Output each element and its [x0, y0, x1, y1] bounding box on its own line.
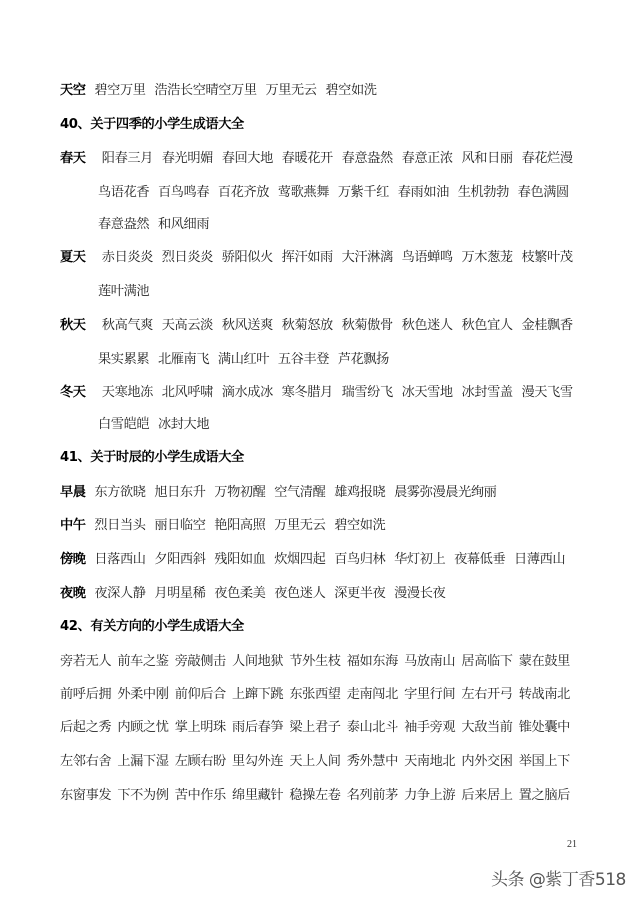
page-number: 21	[567, 839, 577, 850]
idiom: 左邻右舍	[60, 754, 112, 769]
idiom: 前呼后拥	[60, 687, 112, 702]
idiom: 残阳如血	[214, 552, 266, 567]
idiom: 空气清醒	[274, 485, 326, 500]
idiom: 北风呼啸	[161, 385, 213, 400]
dusk-row	[60, 550, 570, 570]
idiom: 夜色柔美	[214, 586, 266, 601]
idiom: 梁上君子	[289, 720, 341, 735]
idiom: 芦花飘扬	[337, 352, 389, 367]
idiom: 丽日临空	[154, 518, 206, 533]
idiom: 袖手旁观	[404, 720, 456, 735]
spring-row	[60, 149, 578, 169]
idiom: 日薄西山	[514, 552, 566, 567]
idiom: 浩浩长空晴空万里	[154, 83, 257, 98]
idiom: 风和日丽	[461, 151, 513, 166]
idiom: 秋风送爽	[221, 318, 273, 333]
idiom: 深更半夜	[334, 586, 386, 601]
summer-row-cont	[98, 282, 154, 302]
idiom: 万里无云	[265, 83, 317, 98]
idiom: 稳操左卷	[289, 788, 341, 803]
idiom: 果实累累	[98, 352, 150, 367]
idiom: 碧空如洗	[334, 518, 386, 533]
idiom: 春意正浓	[401, 151, 453, 166]
spring-row-cont	[98, 183, 574, 203]
winter-row-cont	[98, 415, 214, 435]
idiom: 百花齐放	[217, 185, 270, 200]
noon-row	[60, 516, 390, 536]
row-label: 早晨	[60, 485, 86, 500]
idiom: 白雪皑皑	[98, 417, 150, 432]
idiom: 天南地北	[404, 754, 456, 769]
idiom: 左顾右盼	[174, 754, 226, 769]
idiom: 鸟语蝉鸣	[401, 250, 453, 265]
idiom: 阳春三月	[101, 151, 153, 166]
summer-row	[60, 248, 578, 268]
autumn-row-cont	[98, 350, 394, 370]
idiom: 寒冬腊月	[281, 385, 333, 400]
idiom: 瑞雪纷飞	[341, 385, 393, 400]
idiom: 天高云淡	[161, 318, 213, 333]
direction-idioms-row	[60, 652, 576, 672]
idiom: 万木葱茏	[461, 250, 513, 265]
idiom: 秀外慧中	[346, 754, 398, 769]
idiom: 莺歌燕舞	[277, 185, 330, 200]
idiom: 春意盎然	[98, 217, 150, 232]
idiom: 蒙在鼓里	[518, 654, 570, 669]
idiom: 大汗淋漓	[341, 250, 393, 265]
idiom: 举国上下	[518, 754, 570, 769]
idiom: 雨后春笋	[232, 720, 284, 735]
idiom: 漫漫长夜	[394, 586, 446, 601]
idiom: 里勾外连	[232, 754, 284, 769]
section-40-heading: 40、关于四季的小学生成语大全	[60, 117, 244, 132]
idiom: 滴水成冰	[221, 385, 273, 400]
idiom: 秋菊傲骨	[341, 318, 393, 333]
idiom: 百鸟归林	[334, 552, 386, 567]
idiom: 夜色迷人	[274, 586, 326, 601]
idiom: 字里行间	[404, 687, 456, 702]
idiom: 冰封雪盖	[461, 385, 513, 400]
idiom: 日落西山	[94, 552, 146, 567]
idiom: 和风细雨	[157, 217, 210, 232]
idiom: 五谷丰登	[277, 352, 330, 367]
idiom: 夕阳西斜	[154, 552, 206, 567]
idiom: 前仰后合	[174, 687, 226, 702]
idiom: 前车之鉴	[117, 654, 169, 669]
idiom: 夜幕低垂	[454, 552, 506, 567]
night-row	[60, 584, 450, 604]
idiom: 漫天飞雪	[521, 385, 573, 400]
idiom: 艳阳高照	[214, 518, 266, 533]
idiom: 东窗事发	[60, 788, 112, 803]
idiom: 挥汗如雨	[281, 250, 333, 265]
idiom: 上漏下湿	[117, 754, 169, 769]
idiom: 绵里藏针	[232, 788, 284, 803]
idiom: 万紫千红	[337, 185, 389, 200]
idiom: 北雁南飞	[157, 352, 210, 367]
idiom: 走南闯北	[346, 687, 398, 702]
idiom: 人间地狱	[232, 654, 284, 669]
idiom: 骄阳似火	[221, 250, 273, 265]
row-label: 冬天	[60, 385, 86, 400]
sky-row	[60, 81, 382, 101]
idiom: 泰山北斗	[346, 720, 398, 735]
idiom: 满山红叶	[217, 352, 270, 367]
idiom: 居高临下	[461, 654, 513, 669]
idiom: 春光明媚	[161, 151, 213, 166]
winter-row	[60, 383, 578, 403]
idiom: 春色满圆	[517, 185, 569, 200]
idiom: 节外生枝	[289, 654, 341, 669]
idiom: 秋菊怒放	[281, 318, 333, 333]
idiom: 金桂飘香	[521, 318, 573, 333]
idiom: 冰天雪地	[401, 385, 453, 400]
spring-row-cont	[98, 215, 214, 235]
watermark: 头条 @紫丁香518	[491, 870, 626, 890]
idiom: 烈日炎炎	[161, 250, 213, 265]
idiom: 莲叶满池	[98, 284, 150, 299]
idiom: 赤日炎炎	[101, 250, 153, 265]
idiom: 东张西望	[289, 687, 341, 702]
idiom: 华灯初上	[394, 552, 446, 567]
morning-row	[60, 483, 501, 503]
idiom: 鸟语花香	[98, 185, 150, 200]
idiom: 外柔中刚	[117, 687, 169, 702]
idiom: 秋色迷人	[401, 318, 453, 333]
section-41-heading: 41、关于时辰的小学生成语大全	[60, 450, 244, 465]
idiom: 万物初醒	[214, 485, 266, 500]
idiom: 冰封大地	[157, 417, 210, 432]
idiom: 碧空如洗	[325, 83, 377, 98]
idiom: 福如东海	[346, 654, 398, 669]
idiom: 锥处囊中	[518, 720, 570, 735]
idiom: 万里无云	[274, 518, 326, 533]
idiom: 秋高气爽	[101, 318, 153, 333]
idiom: 名列前茅	[346, 788, 398, 803]
idiom: 天寒地冻	[101, 385, 153, 400]
idiom: 枝繁叶茂	[521, 250, 573, 265]
idiom: 春暖花开	[281, 151, 333, 166]
idiom: 秋色宜人	[461, 318, 513, 333]
row-label: 中午	[60, 518, 86, 533]
section-42-heading: 42、有关方向的小学生成语大全	[60, 619, 244, 634]
idiom: 夜深人静	[94, 586, 146, 601]
direction-idioms-row	[60, 718, 576, 738]
idiom: 旁敲侧击	[174, 654, 226, 669]
autumn-row	[60, 316, 578, 336]
idiom: 内顾之忧	[117, 720, 169, 735]
idiom: 炊烟四起	[274, 552, 326, 567]
row-label: 秋天	[60, 318, 86, 333]
row-label: 天空	[60, 83, 86, 98]
direction-idioms-row	[60, 786, 576, 806]
row-label: 夜晚	[60, 586, 86, 601]
row-label: 傍晚	[60, 552, 86, 567]
idiom: 转战南北	[518, 687, 570, 702]
idiom: 大敌当前	[461, 720, 513, 735]
idiom: 晨雾弥漫晨光绚丽	[394, 485, 497, 500]
idiom: 旁若无人	[60, 654, 112, 669]
idiom: 马放南山	[404, 654, 456, 669]
row-label: 春天	[60, 151, 86, 166]
direction-idioms-row	[60, 685, 576, 705]
direction-idioms-row	[60, 752, 576, 772]
idiom: 春雨如油	[397, 185, 449, 200]
idiom: 掌上明珠	[174, 720, 226, 735]
idiom: 左右开弓	[461, 687, 513, 702]
idiom: 旭日东升	[154, 485, 206, 500]
idiom: 后起之秀	[60, 720, 112, 735]
idiom: 内外交困	[461, 754, 513, 769]
idiom: 苦中作乐	[174, 788, 226, 803]
idiom: 后来居上	[461, 788, 513, 803]
idiom: 置之脑后	[518, 788, 570, 803]
idiom: 东方欲晓	[94, 485, 146, 500]
idiom: 生机勃勃	[457, 185, 509, 200]
idiom: 春意盎然	[341, 151, 393, 166]
idiom: 下不为例	[117, 788, 169, 803]
idiom: 天上人间	[289, 754, 341, 769]
row-label: 夏天	[60, 250, 86, 265]
idiom: 上蹿下跳	[232, 687, 284, 702]
idiom: 烈日当头	[94, 518, 146, 533]
idiom: 力争上游	[404, 788, 456, 803]
idiom: 百鸟鸣春	[157, 185, 210, 200]
idiom: 月明星稀	[154, 586, 206, 601]
idiom: 春花烂漫	[521, 151, 573, 166]
idiom: 春回大地	[221, 151, 273, 166]
idiom: 碧空万里	[94, 83, 146, 98]
idiom: 雄鸡报晓	[334, 485, 386, 500]
